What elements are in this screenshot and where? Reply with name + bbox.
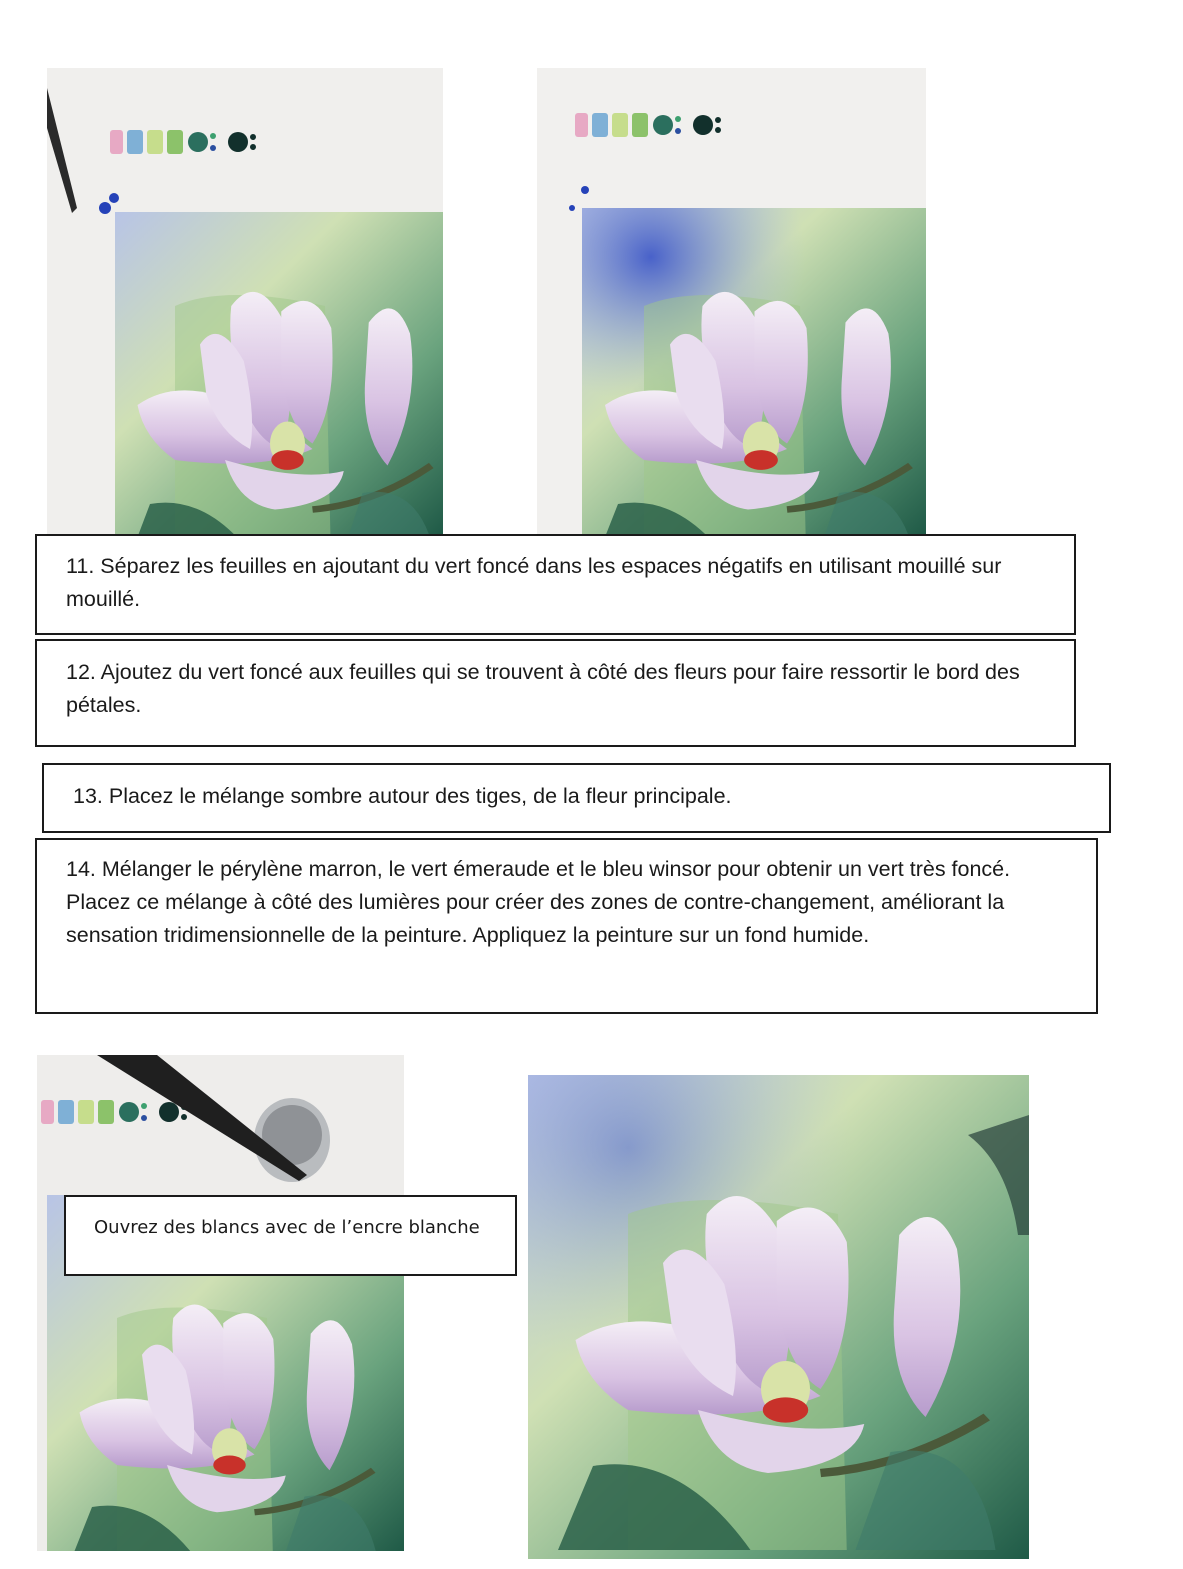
white-ink-caption: Ouvrez des blancs avec de l’encre blanche <box>94 1217 480 1238</box>
step-12-text: 12. Ajoutez du vert foncé aux feuilles qui se trouvent à côté des fleurs pour faire ressortir le bord des pétales. <box>66 660 1020 717</box>
step-13-text: 13. Placez le mélange sombre autour des tiges, de la fleur principale. <box>73 784 732 808</box>
step-12-box <box>35 639 1076 747</box>
step-12-photo <box>537 68 926 534</box>
white-ink-caption-box <box>64 1195 517 1276</box>
step-11-photo <box>47 68 443 534</box>
step-11-text: 11. Séparez les feuilles en ajoutant du vert foncé dans les espaces négatifs en utilisant mouillé sur mouillé. <box>66 554 1002 611</box>
final-painting-photo <box>528 1075 1029 1559</box>
step-14-text: 14. Mélanger le pérylène marron, le vert émeraude et le bleu winsor pour obtenir un vert très foncé. Placez ce mélange à côté des lumières pour créer des zones de contre-changement, améliorant la sensation tridimensionnelle de la peinture. Appliquez la peinture sur un fond humide. <box>66 857 1011 947</box>
step-14-box <box>35 838 1098 1014</box>
step-11-box <box>35 534 1076 635</box>
step-13-box <box>42 763 1111 833</box>
white-ink-photo <box>37 1055 404 1551</box>
